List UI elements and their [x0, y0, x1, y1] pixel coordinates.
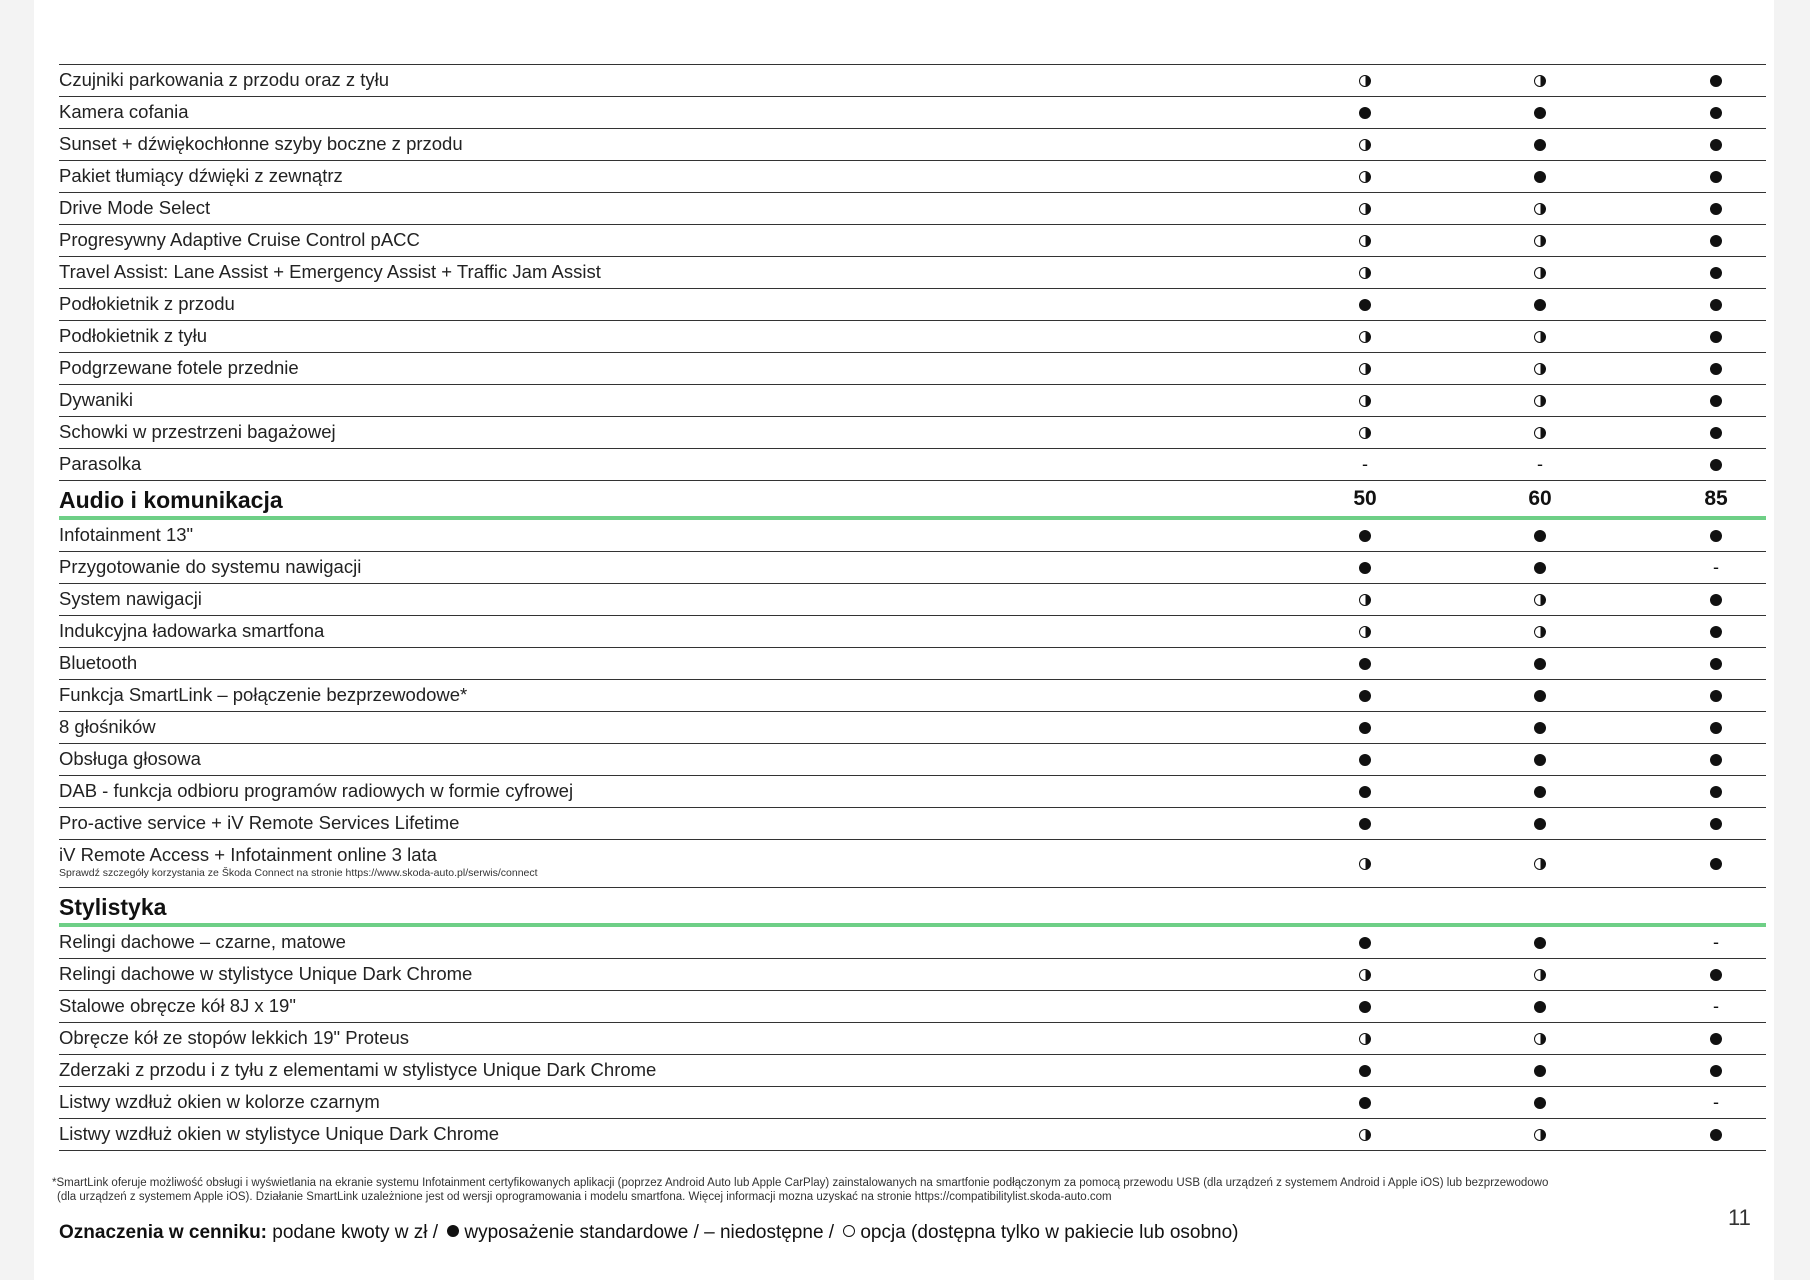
- availability-cell: [1520, 808, 1560, 839]
- equipment-group-audio: [59, 520, 1766, 888]
- price-list-page: [34, 0, 1774, 1280]
- feature-label: Bluetooth: [59, 652, 138, 673]
- feature-note: Sprawdź szczegóły korzystania ze Škoda Connect na stronie https://www.skoda-auto.pl/serwis/connect: [59, 867, 538, 879]
- availability-cell: [1696, 385, 1736, 416]
- availability-cell: [1696, 991, 1736, 1022]
- standard-dot-icon: [1710, 331, 1722, 343]
- availability-cell: [1696, 449, 1736, 480]
- option-half-circle-icon: [1534, 235, 1546, 247]
- availability-cell: [1520, 991, 1560, 1022]
- availability-cell: [1696, 161, 1736, 192]
- standard-dot-icon: [1359, 107, 1371, 119]
- availability-cell: [1345, 776, 1385, 807]
- option-half-circle-icon: [1359, 1129, 1371, 1141]
- standard-dot-icon: [1710, 658, 1722, 670]
- legend-prices: podane kwoty w zł /: [272, 1222, 439, 1243]
- option-half-circle-icon: [1534, 267, 1546, 279]
- table-row: [59, 840, 1766, 888]
- availability-cell: [1520, 449, 1560, 480]
- standard-dot-icon: [1710, 818, 1722, 830]
- table-row: [59, 1119, 1766, 1151]
- availability-cell: [1520, 1055, 1560, 1086]
- standard-dot-icon: [1710, 171, 1722, 183]
- option-half-circle-icon: [1534, 594, 1546, 606]
- availability-cell: [1345, 289, 1385, 320]
- availability-cell: [1696, 680, 1736, 711]
- availability-cell: [1520, 353, 1560, 384]
- unavailable-dash: -: [1713, 557, 1719, 577]
- feature-label: Funkcja SmartLink – połączenie bezprzewodowe*: [59, 684, 468, 705]
- availability-cell: [1520, 648, 1560, 679]
- feature-label: Parasolka: [59, 453, 142, 474]
- availability-cell: [1520, 712, 1560, 743]
- standard-dot-icon: [1710, 235, 1722, 247]
- availability-cell: [1345, 353, 1385, 384]
- availability-cell: [1520, 520, 1560, 551]
- legend-standard: wyposażenie standardowe / – niedostępne /: [464, 1222, 835, 1243]
- option-half-circle-icon: [1534, 858, 1546, 870]
- standard-dot-icon: [1534, 658, 1546, 670]
- equipment-group-style: [59, 927, 1766, 1151]
- standard-dot-icon: [1710, 107, 1722, 119]
- standard-dot-icon: [1359, 299, 1371, 311]
- option-half-circle-icon: [1534, 395, 1546, 407]
- feature-label: Kamera cofania: [59, 101, 189, 122]
- table-row: [59, 353, 1766, 385]
- standard-dot-icon: [1534, 690, 1546, 702]
- feature-label: Czujniki parkowania z przodu oraz z tyłu: [59, 69, 390, 90]
- availability-cell: [1520, 552, 1560, 583]
- table-row: [59, 385, 1766, 417]
- availability-cell: [1696, 776, 1736, 807]
- table-row: [59, 648, 1766, 680]
- table-row: [59, 161, 1766, 193]
- option-half-circle-icon: [1534, 969, 1546, 981]
- table-row: [59, 744, 1766, 776]
- standard-dot-icon: [1710, 1129, 1722, 1141]
- standard-dot-icon: [1359, 786, 1371, 798]
- availability-cell: [1696, 616, 1736, 647]
- availability-cell: [1345, 161, 1385, 192]
- option-half-circle-icon: [1359, 1033, 1371, 1045]
- table-row: [59, 65, 1766, 97]
- feature-label: Listwy wzdłuż okien w stylistyce Unique Dark Chrome: [59, 1123, 500, 1144]
- feature-label: Podłokietnik z tyłu: [59, 325, 208, 346]
- section-header-style: [59, 888, 1766, 927]
- table-row: [59, 257, 1766, 289]
- standard-dot-icon: [1710, 459, 1722, 471]
- unavailable-dash: -: [1713, 996, 1719, 1016]
- option-half-circle-icon: [1534, 626, 1546, 638]
- standard-dot-icon: [1534, 299, 1546, 311]
- option-half-circle-icon: [1359, 395, 1371, 407]
- availability-cell: [1520, 321, 1560, 352]
- availability-cell: [1345, 449, 1385, 480]
- availability-cell: [1345, 808, 1385, 839]
- availability-cell: [1520, 417, 1560, 448]
- column-header-85: 85: [1704, 487, 1728, 510]
- availability-cell: [1520, 257, 1560, 288]
- availability-cell: [1696, 520, 1736, 551]
- equipment-table: [59, 64, 1766, 1151]
- availability-cell: [1345, 1055, 1385, 1086]
- availability-cell: [1520, 959, 1560, 990]
- availability-cell: [1345, 959, 1385, 990]
- standard-dot-icon: [1359, 658, 1371, 670]
- standard-dot-icon: [1710, 75, 1722, 87]
- unavailable-dash: -: [1713, 932, 1719, 952]
- standard-dot-icon: [1710, 299, 1722, 311]
- table-row: [59, 959, 1766, 991]
- availability-cell: [1520, 776, 1560, 807]
- option-half-circle-icon: [1359, 75, 1371, 87]
- table-row: [59, 449, 1766, 481]
- standard-dot-icon: [1534, 171, 1546, 183]
- table-row: [59, 289, 1766, 321]
- feature-label: Indukcyjna ładowarka smartfona: [59, 620, 325, 641]
- standard-dot-icon: [1534, 722, 1546, 734]
- standard-dot-icon: [1710, 363, 1722, 375]
- feature-label: Travel Assist: Lane Assist + Emergency Assist + Traffic Jam Assist: [59, 261, 601, 282]
- option-half-circle-icon: [1534, 1129, 1546, 1141]
- table-row: [59, 808, 1766, 840]
- option-half-circle-icon: [1359, 139, 1371, 151]
- feature-label: Obręcze kół ze stopów lekkich 19" Proteus: [59, 1027, 410, 1048]
- availability-cell: [1345, 520, 1385, 551]
- feature-label: Pro-active service + iV Remote Services Lifetime: [59, 812, 460, 833]
- standard-dot-icon: [1710, 858, 1722, 870]
- availability-cell: [1345, 648, 1385, 679]
- availability-cell: [1345, 257, 1385, 288]
- availability-cell: [1696, 840, 1736, 887]
- availability-cell: [1520, 385, 1560, 416]
- standard-dot-icon: [1710, 203, 1722, 215]
- standard-dot-icon: [1359, 562, 1371, 574]
- availability-cell: [1696, 648, 1736, 679]
- feature-label: 8 głośników: [59, 716, 156, 737]
- table-row: [59, 1055, 1766, 1087]
- table-row: [59, 776, 1766, 808]
- feature-label: iV Remote Access + Infotainment online 3 lata: [59, 844, 437, 865]
- availability-cell: [1696, 417, 1736, 448]
- availability-cell: [1345, 552, 1385, 583]
- availability-cell: [1696, 927, 1736, 958]
- table-row: [59, 552, 1766, 584]
- availability-cell: [1520, 65, 1560, 96]
- option-half-circle-icon: [1534, 1033, 1546, 1045]
- standard-dot-icon: [1710, 267, 1722, 279]
- table-row: [59, 417, 1766, 449]
- standard-dot-icon: [1710, 530, 1722, 542]
- feature-label: Relingi dachowe w stylistyce Unique Dark Chrome: [59, 963, 473, 984]
- standard-dot-icon: [1710, 626, 1722, 638]
- availability-cell: [1520, 225, 1560, 256]
- availability-cell: [1696, 129, 1736, 160]
- availability-cell: [1696, 1023, 1736, 1054]
- legend-title: Oznaczenia w cenniku:: [59, 1222, 267, 1243]
- option-half-circle-icon: [1534, 363, 1546, 375]
- page-number: 11: [1728, 1205, 1751, 1230]
- standard-dot-icon: [1710, 722, 1722, 734]
- availability-cell: [1520, 680, 1560, 711]
- availability-cell: [1345, 616, 1385, 647]
- option-half-circle-icon: [1359, 363, 1371, 375]
- availability-cell: [1520, 1119, 1560, 1150]
- standard-dot-icon: [1534, 530, 1546, 542]
- table-row: [59, 520, 1766, 552]
- availability-cell: [1345, 680, 1385, 711]
- feature-label: Progresywny Adaptive Cruise Control pACC: [59, 229, 420, 250]
- table-row: [59, 321, 1766, 353]
- availability-cell: [1345, 712, 1385, 743]
- availability-cell: [1520, 97, 1560, 128]
- standard-dot-icon: [1710, 969, 1722, 981]
- availability-cell: [1696, 65, 1736, 96]
- availability-cell: [1696, 552, 1736, 583]
- availability-cell: [1520, 1023, 1560, 1054]
- availability-cell: [1696, 225, 1736, 256]
- feature-label: Infotainment 13": [59, 524, 194, 545]
- availability-cell: [1520, 840, 1560, 887]
- standard-dot-icon: [1710, 139, 1722, 151]
- availability-cell: [1696, 257, 1736, 288]
- availability-cell: [1345, 193, 1385, 224]
- feature-label: Obsługa głosowa: [59, 748, 201, 769]
- option-half-circle-icon: [1534, 75, 1546, 87]
- standard-dot-icon: [1534, 754, 1546, 766]
- feature-label: Podłokietnik z przodu: [59, 293, 235, 314]
- availability-cell: [1345, 321, 1385, 352]
- standard-dot-icon: [1359, 722, 1371, 734]
- availability-cell: [1345, 417, 1385, 448]
- standard-dot-icon: [1534, 1001, 1546, 1013]
- availability-cell: [1696, 744, 1736, 775]
- option-half-circle-icon: [1359, 969, 1371, 981]
- option-half-circle-icon: [1359, 171, 1371, 183]
- feature-label: Pakiet tłumiący dźwięki z zewnątrz: [59, 165, 343, 186]
- availability-cell: [1520, 161, 1560, 192]
- availability-cell: [1345, 1119, 1385, 1150]
- standard-dot-icon: [447, 1225, 459, 1237]
- table-row: [59, 712, 1766, 744]
- availability-cell: [1520, 616, 1560, 647]
- table-row: [59, 225, 1766, 257]
- availability-cell: [1696, 584, 1736, 615]
- feature-label: Przygotowanie do systemu nawigacji: [59, 556, 362, 577]
- availability-cell: [1345, 991, 1385, 1022]
- standard-dot-icon: [1534, 937, 1546, 949]
- availability-cell: [1345, 65, 1385, 96]
- standard-dot-icon: [1534, 139, 1546, 151]
- option-half-circle-icon: [1359, 235, 1371, 247]
- standard-dot-icon: [1534, 562, 1546, 574]
- table-row: [59, 97, 1766, 129]
- standard-dot-icon: [1359, 937, 1371, 949]
- availability-cell: [1696, 1119, 1736, 1150]
- legend-option: opcja (dostępna tylko w pakiecie lub osobno): [860, 1222, 1239, 1243]
- standard-dot-icon: [1359, 1097, 1371, 1109]
- feature-label: Dywaniki: [59, 389, 134, 410]
- table-row: [59, 927, 1766, 959]
- standard-dot-icon: [1710, 786, 1722, 798]
- standard-dot-icon: [1710, 594, 1722, 606]
- table-row: [59, 991, 1766, 1023]
- standard-dot-icon: [1710, 427, 1722, 439]
- option-half-circle-icon: [1359, 331, 1371, 343]
- option-circle-icon: [843, 1225, 855, 1237]
- standard-dot-icon: [1359, 754, 1371, 766]
- feature-label: System nawigacji: [59, 588, 202, 609]
- availability-cell: [1345, 840, 1385, 887]
- feature-label: DAB - funkcja odbioru programów radiowych w formie cyfrowej: [59, 780, 574, 801]
- option-half-circle-icon: [1534, 331, 1546, 343]
- table-row: [59, 1023, 1766, 1055]
- availability-cell: [1520, 1087, 1560, 1118]
- availability-cell: [1345, 385, 1385, 416]
- standard-dot-icon: [1710, 690, 1722, 702]
- availability-cell: [1345, 744, 1385, 775]
- availability-cell: [1345, 129, 1385, 160]
- option-half-circle-icon: [1359, 858, 1371, 870]
- footnote: [52, 1176, 1692, 1204]
- section-title: Audio i komunikacja: [59, 487, 283, 513]
- table-row: [59, 193, 1766, 225]
- option-half-circle-icon: [1359, 594, 1371, 606]
- option-half-circle-icon: [1359, 203, 1371, 215]
- standard-dot-icon: [1359, 1065, 1371, 1077]
- standard-dot-icon: [1710, 395, 1722, 407]
- unavailable-dash: -: [1537, 454, 1543, 474]
- standard-dot-icon: [1359, 690, 1371, 702]
- feature-label: Relingi dachowe – czarne, matowe: [59, 931, 346, 952]
- availability-cell: [1520, 129, 1560, 160]
- feature-label: Sunset + dźwiękochłonne szyby boczne z przodu: [59, 133, 463, 154]
- table-row: [59, 129, 1766, 161]
- standard-dot-icon: [1534, 1065, 1546, 1077]
- standard-dot-icon: [1359, 1001, 1371, 1013]
- availability-cell: [1696, 321, 1736, 352]
- standard-dot-icon: [1710, 754, 1722, 766]
- footnote-line: *SmartLink oferuje możliwość obsługi i wyświetlania na ekranie systemu Infotainment certyfikowanych aplikacji (poprzez Android Auto lub Apple CarPlay) zainstalowanych na smartfonie podłączonym za pomocą przewodu USB (dla urządzeń z systemem Android i Apple iOS) lub bezprzewodowo: [52, 1177, 1549, 1189]
- option-half-circle-icon: [1534, 427, 1546, 439]
- feature-label: Stalowe obręcze kół 8J x 19": [59, 995, 296, 1016]
- column-header-60: 60: [1528, 487, 1552, 510]
- option-half-circle-icon: [1359, 626, 1371, 638]
- availability-cell: [1696, 1087, 1736, 1118]
- table-row: [59, 616, 1766, 648]
- feature-label: Podgrzewane fotele przednie: [59, 357, 299, 378]
- standard-dot-icon: [1359, 530, 1371, 542]
- standard-dot-icon: [1710, 1065, 1722, 1077]
- footnote-line: (dla urządzeń z systemem Apple iOS). Działanie SmartLink uzależnione jest od wersji oprogramowania i modelu smartfona. Więcej informacji mozna uzyskać na stronie https://compatibilitylist.skoda-auto.com: [57, 1191, 1112, 1203]
- feature-label: Schowki w przestrzeni bagażowej: [59, 421, 336, 442]
- section-header-audio: [59, 481, 1766, 520]
- availability-cell: [1696, 712, 1736, 743]
- standard-dot-icon: [1534, 1097, 1546, 1109]
- table-row: [59, 680, 1766, 712]
- table-row: [59, 584, 1766, 616]
- option-half-circle-icon: [1534, 203, 1546, 215]
- availability-cell: [1520, 584, 1560, 615]
- standard-dot-icon: [1534, 786, 1546, 798]
- availability-cell: [1696, 808, 1736, 839]
- standard-dot-icon: [1534, 107, 1546, 119]
- availability-cell: [1696, 193, 1736, 224]
- feature-label: Zderzaki z przodu i z tyłu z elementami w stylistyce Unique Dark Chrome: [59, 1059, 657, 1080]
- option-half-circle-icon: [1359, 267, 1371, 279]
- standard-dot-icon: [1534, 818, 1546, 830]
- availability-cell: [1696, 353, 1736, 384]
- availability-cell: [1345, 927, 1385, 958]
- table-row: [59, 1087, 1766, 1119]
- availability-cell: [1345, 1087, 1385, 1118]
- feature-label: Listwy wzdłuż okien w kolorze czarnym: [59, 1091, 380, 1112]
- unavailable-dash: -: [1713, 1092, 1719, 1112]
- availability-cell: [1520, 193, 1560, 224]
- section-title: Stylistyka: [59, 894, 167, 920]
- availability-cell: [1696, 97, 1736, 128]
- availability-cell: [1520, 289, 1560, 320]
- equipment-group-comfort: [59, 65, 1766, 481]
- availability-cell: [1345, 584, 1385, 615]
- availability-cell: [1345, 1023, 1385, 1054]
- standard-dot-icon: [1359, 818, 1371, 830]
- availability-cell: [1520, 744, 1560, 775]
- availability-cell: [1520, 927, 1560, 958]
- availability-cell: [1345, 225, 1385, 256]
- availability-cell: [1696, 959, 1736, 990]
- availability-cell: [1345, 97, 1385, 128]
- availability-cell: [1696, 1055, 1736, 1086]
- column-header-50: 50: [1353, 487, 1377, 510]
- option-half-circle-icon: [1359, 427, 1371, 439]
- unavailable-dash: -: [1362, 454, 1368, 474]
- standard-dot-icon: [1710, 1033, 1722, 1045]
- legend: [59, 1222, 1238, 1244]
- feature-label: Drive Mode Select: [59, 197, 211, 218]
- availability-cell: [1696, 289, 1736, 320]
